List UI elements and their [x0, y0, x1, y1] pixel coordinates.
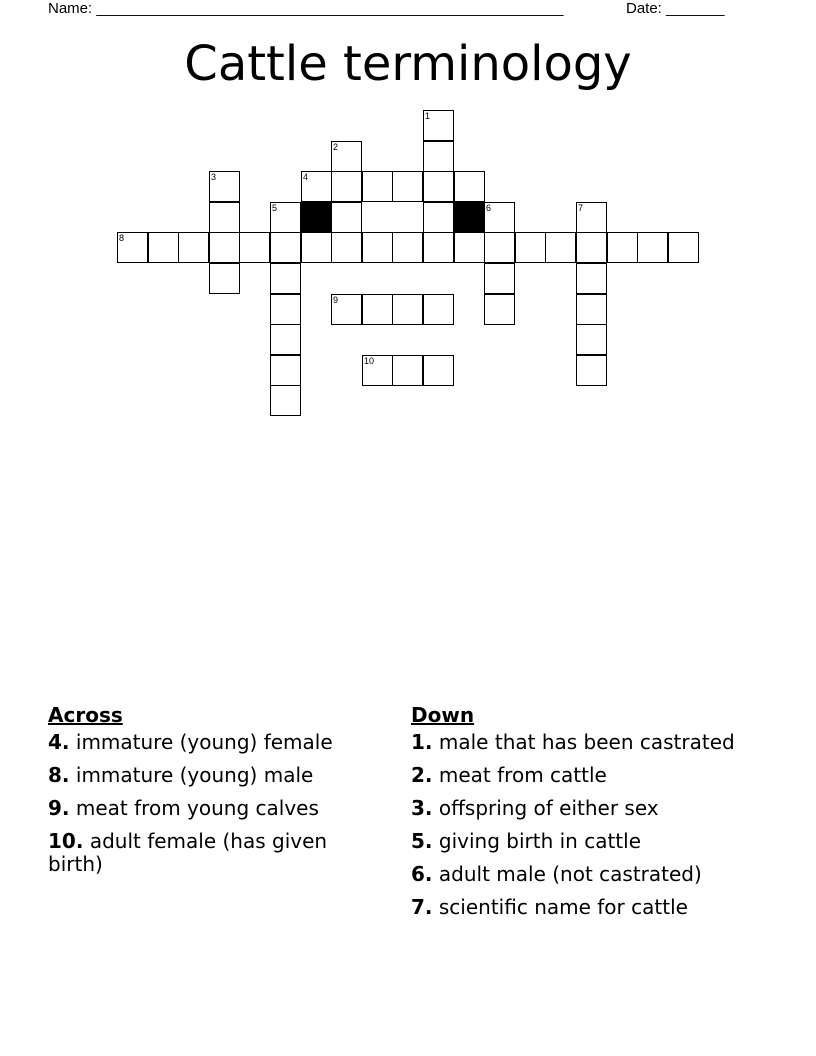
crossword-cell[interactable] [270, 294, 301, 325]
crossword-cell[interactable] [331, 202, 362, 233]
crossword-cell[interactable] [637, 232, 668, 263]
crossword-block-cell [301, 202, 332, 233]
clue-number-label: 10 [364, 356, 375, 366]
clue-number: 8 [48, 763, 62, 787]
crossword-cell[interactable] [209, 202, 240, 233]
crossword-cell[interactable] [301, 171, 332, 202]
down-clue: 3. offspring of either sex [411, 796, 659, 820]
crossword-cell[interactable] [392, 355, 423, 386]
down-clue: 6. adult male (not castrated) [411, 862, 702, 886]
crossword-cell[interactable] [362, 294, 393, 325]
crossword-cell[interactable] [117, 232, 148, 263]
name-field-line: Name: ________________________________________________________ [48, 0, 564, 17]
crossword-cell[interactable] [576, 202, 607, 233]
across-clues [48, 703, 378, 886]
clue-number-label: 7 [578, 203, 584, 213]
crossword-cell[interactable] [148, 232, 179, 263]
clue-text: immature (young) female [75, 730, 333, 754]
clue-number: 5 [411, 829, 425, 853]
crossword-cell[interactable] [423, 355, 454, 386]
crossword-cell[interactable] [331, 141, 362, 172]
page-title: Cattle terminology [184, 36, 632, 92]
clue-number-label: 1 [425, 111, 431, 121]
clue-number-label: 6 [486, 203, 492, 213]
clue-number: 9 [48, 796, 62, 820]
crossword-cell[interactable] [270, 355, 301, 386]
clue-text: offspring of either sex [438, 796, 659, 820]
crossword-cell[interactable] [454, 171, 485, 202]
down-clue: 5. giving birth in cattle [411, 829, 641, 853]
crossword-cell[interactable] [178, 232, 209, 263]
clue-number-label: 9 [333, 295, 339, 305]
crossword-cell[interactable] [331, 232, 362, 263]
clue-number-label: 5 [272, 203, 278, 213]
crossword-cell[interactable] [576, 263, 607, 294]
date-field-line: Date: _______ [626, 0, 725, 17]
clue-number: 4 [48, 730, 62, 754]
crossword-cell[interactable] [270, 324, 301, 355]
clue-number-label: 3 [211, 172, 217, 182]
crossword-cell[interactable] [331, 171, 362, 202]
across-clue: 8. immature (young) male [48, 763, 314, 787]
down-clue: 7. scientific name for cattle [411, 895, 688, 919]
crossword-cell[interactable] [270, 232, 301, 263]
clue-text: scientific name for cattle [438, 895, 688, 919]
crossword-cell[interactable] [301, 232, 332, 263]
crossword-cell[interactable] [331, 294, 362, 325]
crossword-cell[interactable] [392, 171, 423, 202]
clue-text: giving birth in cattle [438, 829, 641, 853]
crossword-cell[interactable] [423, 294, 454, 325]
across-heading: Across [48, 703, 123, 727]
crossword-cell[interactable] [484, 263, 515, 294]
down-clue: 1. male that has been castrated [411, 730, 735, 754]
clue-text: immature (young) male [75, 763, 314, 787]
crossword-cell[interactable] [576, 324, 607, 355]
across-clue: 9. meat from young calves [48, 796, 319, 820]
clue-number-label: 4 [303, 172, 309, 182]
crossword-cell[interactable] [362, 355, 393, 386]
crossword-cell[interactable] [423, 110, 454, 141]
crossword-cell[interactable] [209, 171, 240, 202]
crossword-cell[interactable] [515, 232, 546, 263]
clue-number: 6 [411, 862, 425, 886]
crossword-cell[interactable] [668, 232, 699, 263]
crossword-cell[interactable] [545, 232, 576, 263]
clue-number-label: 8 [119, 233, 125, 243]
crossword-cell[interactable] [484, 294, 515, 325]
clue-number: 3 [411, 796, 425, 820]
crossword-cell[interactable] [270, 202, 301, 233]
crossword-cell[interactable] [423, 141, 454, 172]
crossword-cell[interactable] [454, 232, 485, 263]
clue-text: meat from cattle [438, 763, 607, 787]
crossword-cell[interactable] [576, 294, 607, 325]
crossword-cell[interactable] [484, 232, 515, 263]
clue-number: 1 [411, 730, 425, 754]
down-heading: Down [411, 703, 475, 727]
crossword-cell[interactable] [362, 171, 393, 202]
crossword-cell[interactable] [392, 232, 423, 263]
crossword-grid [0, 0, 816, 440]
crossword-cell[interactable] [209, 263, 240, 294]
clue-text: adult male (not castrated) [438, 862, 702, 886]
crossword-cell[interactable] [607, 232, 638, 263]
crossword-cell[interactable] [423, 171, 454, 202]
crossword-cell[interactable] [270, 385, 301, 416]
crossword-cell[interactable] [239, 232, 270, 263]
crossword-cell[interactable] [484, 202, 515, 233]
clue-number: 2 [411, 763, 425, 787]
across-clue: 4. immature (young) female [48, 730, 333, 754]
crossword-cell[interactable] [576, 355, 607, 386]
across-clue: 10. adult female (has given birth) [48, 829, 328, 876]
crossword-block-cell [454, 202, 485, 233]
crossword-cell[interactable] [270, 263, 301, 294]
clue-text: male that has been castrated [438, 730, 735, 754]
crossword-cell[interactable] [576, 232, 607, 263]
clue-number: 10 [48, 829, 76, 853]
crossword-cell[interactable] [423, 232, 454, 263]
crossword-cell[interactable] [209, 232, 240, 263]
crossword-cell[interactable] [362, 232, 393, 263]
crossword-cell[interactable] [423, 202, 454, 233]
clue-number-label: 2 [333, 142, 339, 152]
crossword-cell[interactable] [392, 294, 423, 325]
clue-text: meat from young calves [75, 796, 319, 820]
clue-number: 7 [411, 895, 425, 919]
clue-text: adult female (has given birth) [48, 829, 328, 876]
down-clues [411, 703, 751, 929]
down-clue: 2. meat from cattle [411, 763, 607, 787]
